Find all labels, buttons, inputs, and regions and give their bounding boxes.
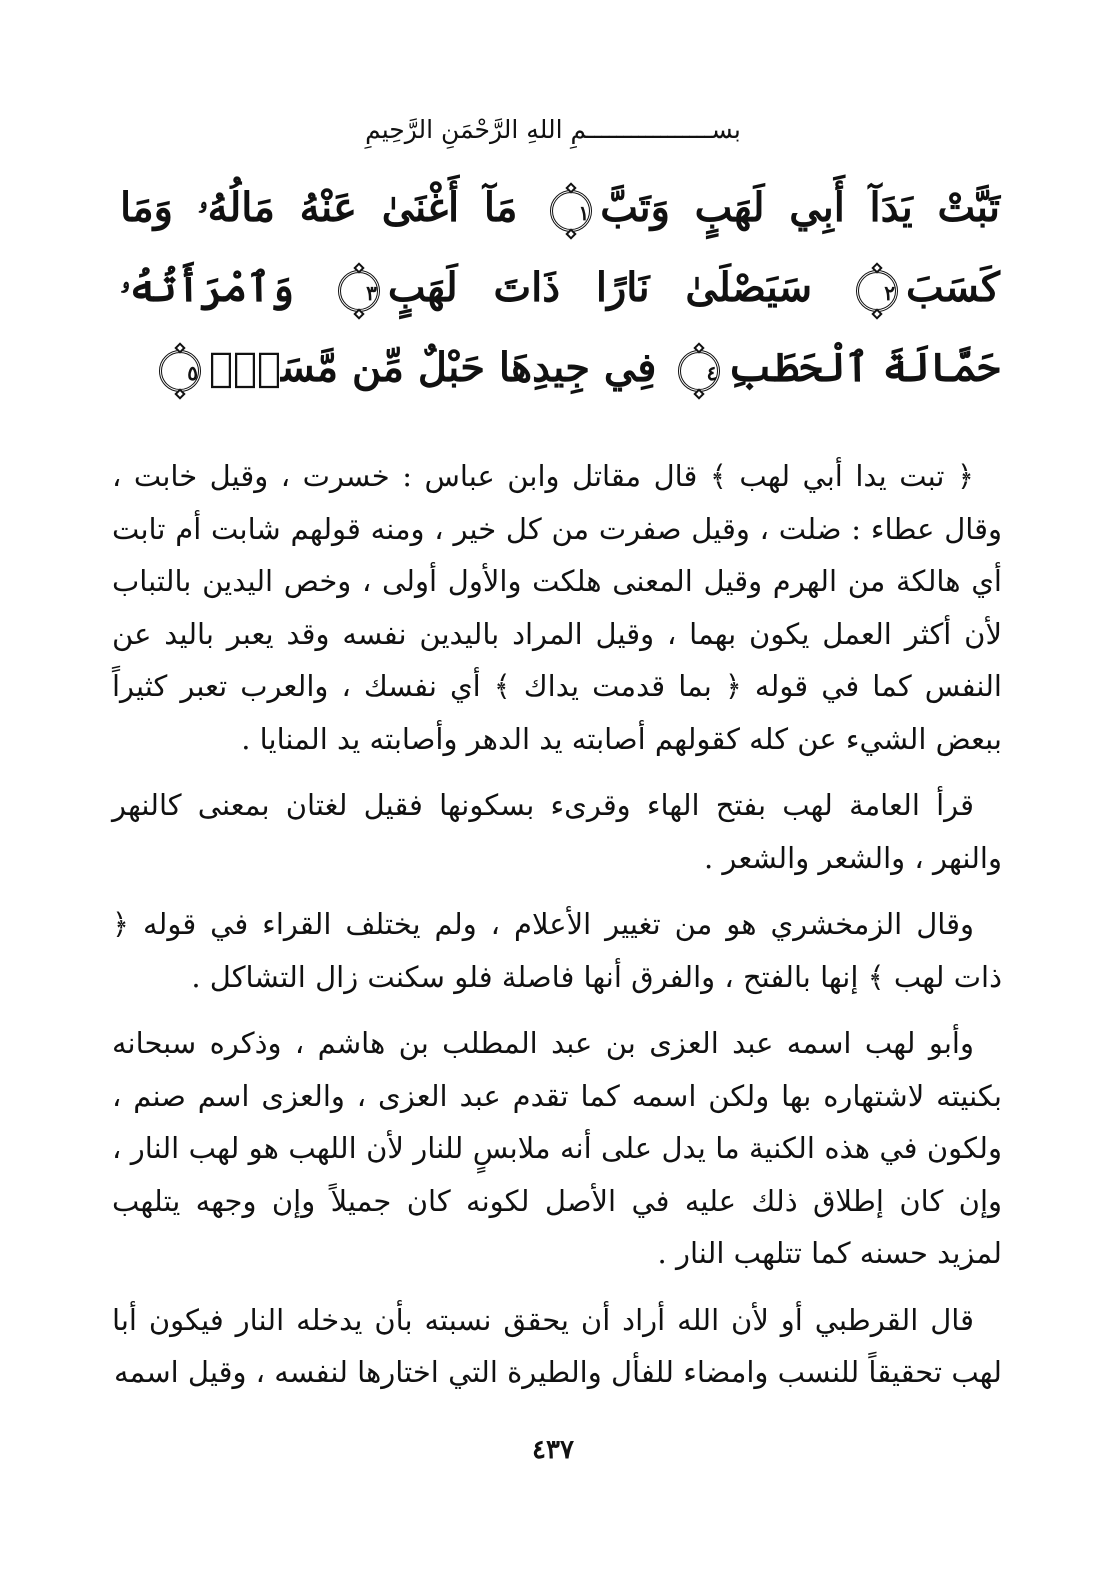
commentary-paragraph: وقال الزمخشري هو من تغيير الأعلام ، ولم يختلف القراء في قوله ﴿ ذات لهب ﴾ إنها بالفتح ، والفرق أنها فاصلة فلو سكنت زال التشاكل . xyxy=(112,907,1002,994)
ayah-number-marker: ٣ xyxy=(338,270,380,312)
basmala-header: بســـــــــــــــــمِ اللهِ الرَّحْمَنِ الرَّحِيمِ xyxy=(365,115,741,144)
verse-text: فِي جِيدِهَا حَبْلٌ مِّن مَّسَدٍۭ xyxy=(208,344,657,391)
ayah-number-marker: ٥ xyxy=(159,350,201,392)
commentary-paragraph: قال القرطبي أو لأن الله أراد أن يحقق نسبته بأن يدخله النار فيكون أبا لهب تحقيقاً للنسب وامضاء للفأل والطيرة التي اختارها لنفسه ، وقيل اسمه xyxy=(112,1302,1002,1389)
quran-verses xyxy=(120,168,1000,408)
verse-text: مَآ أَغْنَىٰ عَنْهُ مَالُهُۥ وَمَا كَسَبَ xyxy=(120,184,1000,311)
ayah-number-marker: ١ xyxy=(550,190,592,232)
tafsir-commentary xyxy=(112,450,1002,1413)
page-number: ٤٣٧ xyxy=(532,1435,574,1465)
verse-text: وَٱمْرَأَتُهُۥ حَمَّالَةَ ٱلْحَطَبِ xyxy=(120,264,1000,391)
verse-text: سَيَصْلَىٰ نَارًا ذَاتَ لَهَبٍ xyxy=(387,264,813,311)
ayah-number-marker: ٢ xyxy=(856,270,898,312)
verse-text: تَبَّتْ يَدَآ أَبِي لَهَبٍ وَتَبَّ xyxy=(600,184,1000,231)
ayah-number-marker: ٤ xyxy=(678,350,720,392)
commentary-paragraph: قرأ العامة لهب بفتح الهاء وقرىء بسكونها فقيل لغتان بمعنى كالنهر والنهر ، والشعر والشعر . xyxy=(112,788,1002,875)
commentary-paragraph: ﴿ تبت يدا أبي لهب ﴾ قال مقاتل وابن عباس : خسرت ، وقيل خابت ، وقال عطاء : ضلت ، وقيل صفرت من كل خير ، ومنه قولهم شابت أم تابت أي هالكة من الهرم وقيل المعنى هلكت والأول أولى ، وخص اليدين بالتباب لأن أكثر العمل يكون بهما ، وقيل المراد باليدين نفسه وقد يعبر باليد عن النفس كما في قوله ﴿ بما قدمت يداك ﴾ أي نفسك ، والعرب تعبر كثيراً ببعض الشيء عن كله كقولهم أصابته يد الدهر وأصابته يد المنايا . xyxy=(112,459,1002,756)
commentary-paragraph: وأبو لهب اسمه عبد العزى بن عبد المطلب بن هاشم ، وذكره سبحانه بكنيته لاشتهاره بها ولكن اسمه كما تقدم عبد العزى ، والعزى اسم صنم ، ولكون في هذه الكنية ما يدل على أنه ملابسٍ للنار لأن اللهب هو لهب النار ، وإن كان إطلاق ذلك عليه في الأصل لكونه كان جميلاً وإن وجهه يتلهب لمزيد حسنه كما تتلهب النار . xyxy=(112,1026,1002,1270)
